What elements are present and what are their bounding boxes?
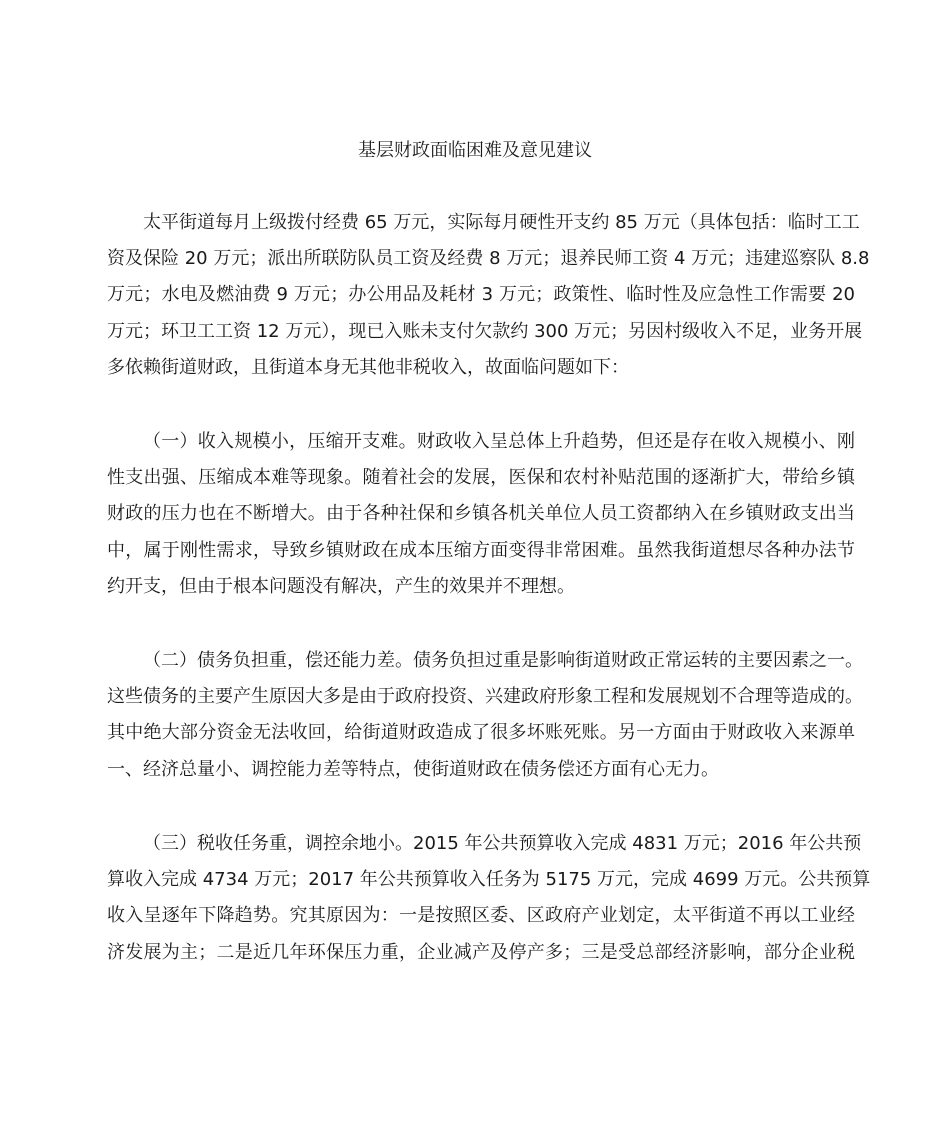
paragraph-line: 收入呈逐年下降趋势。究其原因为：一是按照区委、区政府产业划定，太平街道不再以工业经 — [107, 905, 855, 927]
paragraph-line: 资及保险 20 万元；派出所联防队员工资及经费 8 万元；退养民师工资 4 万元；违建巡察队 8.8 — [107, 248, 870, 270]
paragraph-line: 其中绝大部分资金无法收回，给街道财政造成了很多坏账死账。另一方面由于财政收入来源单 — [107, 722, 855, 744]
paragraph-line: 财政的压力也在不断增大。由于各种社保和乡镇各机关单位人员工资都纳入在乡镇财政支出当 — [107, 503, 855, 525]
paragraph-intro — [107, 205, 870, 386]
paragraph-line: （二）债务负担重，偿还能力差。债务负担过重是影响街道财政正常运转的主要因素之一。 — [143, 650, 863, 671]
paragraph-line: （三）税收任务重，调控余地小。2015 年公共预算收入完成 4831 万元；2016 年公共预 — [143, 833, 862, 854]
paragraph-section-3 — [107, 826, 871, 971]
paragraph-line: 万元；环卫工工资 12 万元），现已入账未支付欠款约 300 万元；另因村级收入不足，业务开展 — [107, 320, 863, 342]
paragraph-line: 太平街道每月上级拨付经费 65 万元，实际每月硬性开支约 85 万元（具体包括：临时工工 — [143, 212, 860, 233]
paragraph-line: 万元；水电及燃油费 9 万元；办公用品及耗材 3 万元；政策性、临时性及应急性工作需要 20 — [107, 284, 855, 306]
paragraph-line: 多依赖街道财政，且街道本身无其他非税收入，故面临问题如下： — [107, 356, 629, 378]
paragraph-section-2 — [107, 643, 863, 788]
paragraph-line: 约开支，但由于根本问题没有解决，产生的效果并不理想。 — [107, 575, 575, 597]
paragraph-line: 算收入完成 4734 万元；2017 年公共预算收入任务为 5175 万元，完成 4699 万元。公共预算 — [107, 869, 871, 891]
paragraph-section-1 — [107, 424, 855, 605]
document-title: 基层财政面临困难及意见建议 — [358, 140, 592, 161]
paragraph-line: （一）收入规模小，压缩开支难。财政收入呈总体上升趋势，但还是存在收入规模小、刚 — [143, 431, 855, 452]
paragraph-line: 性支出强、压缩成本难等现象。随着社会的发展，医保和农村补贴范围的逐渐扩大，带给乡镇 — [107, 467, 855, 489]
paragraph-line: 这些债务的主要产生原因大多是由于政府投资、兴建政府形象工程和发展规划不合理等造成的。 — [107, 686, 863, 708]
paragraph-line: 中，属于刚性需求，导致乡镇财政在成本压缩方面变得非常困难。虽然我街道想尽各种办法节 — [107, 539, 855, 561]
paragraph-line: 济发展为主；二是近几年环保压力重，企业减产及停产多；三是受总部经济影响，部分企业税 — [107, 941, 855, 963]
paragraph-line: 一、经济总量小、调控能力差等特点，使街道财政在债务偿还方面有心无力。 — [107, 758, 719, 780]
